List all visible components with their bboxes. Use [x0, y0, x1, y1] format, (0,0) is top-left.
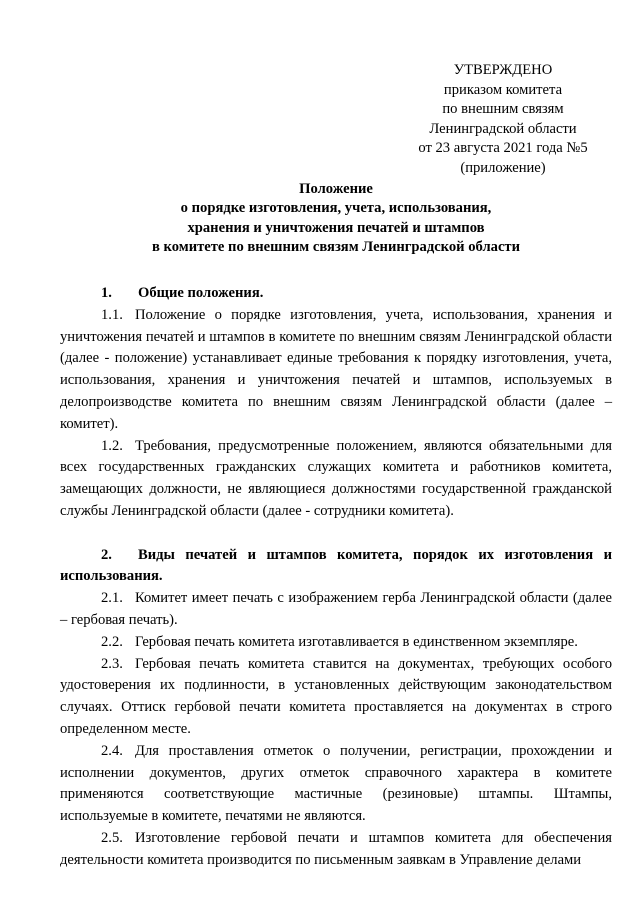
document-title [60, 180, 612, 258]
document-body [60, 283, 612, 872]
paragraph-2-5 [60, 828, 612, 872]
paragraph-text: Изготовление гербовой печати и штампов комитета для обеспечения деятельности комитета производится по письменным заявкам в Управление делами [60, 829, 612, 868]
section-number: 2. [101, 546, 112, 563]
paragraph-number: 2.1. [101, 590, 123, 607]
approval-line: от 23 августа 2021 года №5 [418, 140, 588, 157]
paragraph-text: Гербовая печать комитета ставится на документах, требующих особого удостоверения их подлинности, в установленных действующим законодательством случаях. Оттиск гербовой печати комитета проставляется на документах в строго определенном месте. [60, 655, 612, 737]
title-line: хранения и уничтожения печатей и штампов [187, 219, 485, 236]
section-title: Виды печатей и штампов комитета, порядок их изготовления и использования. [60, 546, 612, 585]
approval-stamp-block [400, 61, 606, 179]
section-heading-2 [60, 545, 612, 589]
section-heading-1 [60, 283, 612, 305]
paragraph-2-1 [60, 588, 612, 632]
approval-line: Ленинградской области [429, 120, 577, 137]
section-spacer [60, 523, 612, 545]
paragraph-1-1 [60, 305, 612, 436]
approval-line: (приложение) [460, 159, 546, 176]
title-line: в комитете по внешним связям Ленинградской области [151, 239, 521, 256]
title-line: Положение [299, 181, 373, 197]
paragraph-number: 2.4. [101, 742, 123, 759]
paragraph-text: Для проставления отметок о получении, регистрации, прохождении и исполнении документов, других отметок справочного характера в комитете применяются соответствующие мастичные (резиновые) штампы. Штампы, используемые в комитете, печатями не являются. [60, 742, 612, 825]
approval-line: по внешним связям [442, 101, 564, 118]
paragraph-text: Требования, предусмотренные положением, являются обязательными для всех государственных гражданских служащих комитета и работников комитета, замещающих должности, не являющиеся должностями государственной гражданской службы Ленинградской области (далее - сотрудники комитета). [60, 437, 612, 519]
section-title: Общие положения. [138, 285, 264, 301]
paragraph-1-2 [60, 436, 612, 523]
paragraph-text: Положение о порядке изготовления, учета, использования, хранения и уничтожения печатей и штампов в комитете по внешним связям Ленинградской области (далее - положение) устанавливает единые требования к порядку изготовления, учета, использования, хранения и уничтожения печатей и штампов, используемых в делопроизводстве комитета по внешним связям Ленинградской области (далее – комитет). [60, 306, 612, 432]
paragraph-2-2 [60, 632, 612, 654]
paragraph-number: 2.5. [101, 829, 123, 846]
paragraph-number: 1.1. [101, 306, 123, 323]
paragraph-number: 1.2. [101, 437, 123, 454]
approval-line: приказом комитета [443, 81, 563, 98]
approval-line: УТВЕРЖДЕНО [453, 62, 553, 78]
paragraph-number: 2.2. [101, 633, 123, 650]
paragraph-text: Гербовая печать комитета изготавливается в единственном экземпляре. [135, 633, 578, 650]
paragraph-2-4 [60, 741, 612, 828]
paragraph-number: 2.3. [101, 655, 123, 672]
paragraph-2-3 [60, 654, 612, 741]
title-line: о порядке изготовления, учета, использования, [180, 200, 492, 217]
paragraph-text: Комитет имеет печать с изображением герба Ленинградской области (далее – гербовая печать). [60, 590, 612, 628]
section-number: 1. [101, 285, 112, 301]
